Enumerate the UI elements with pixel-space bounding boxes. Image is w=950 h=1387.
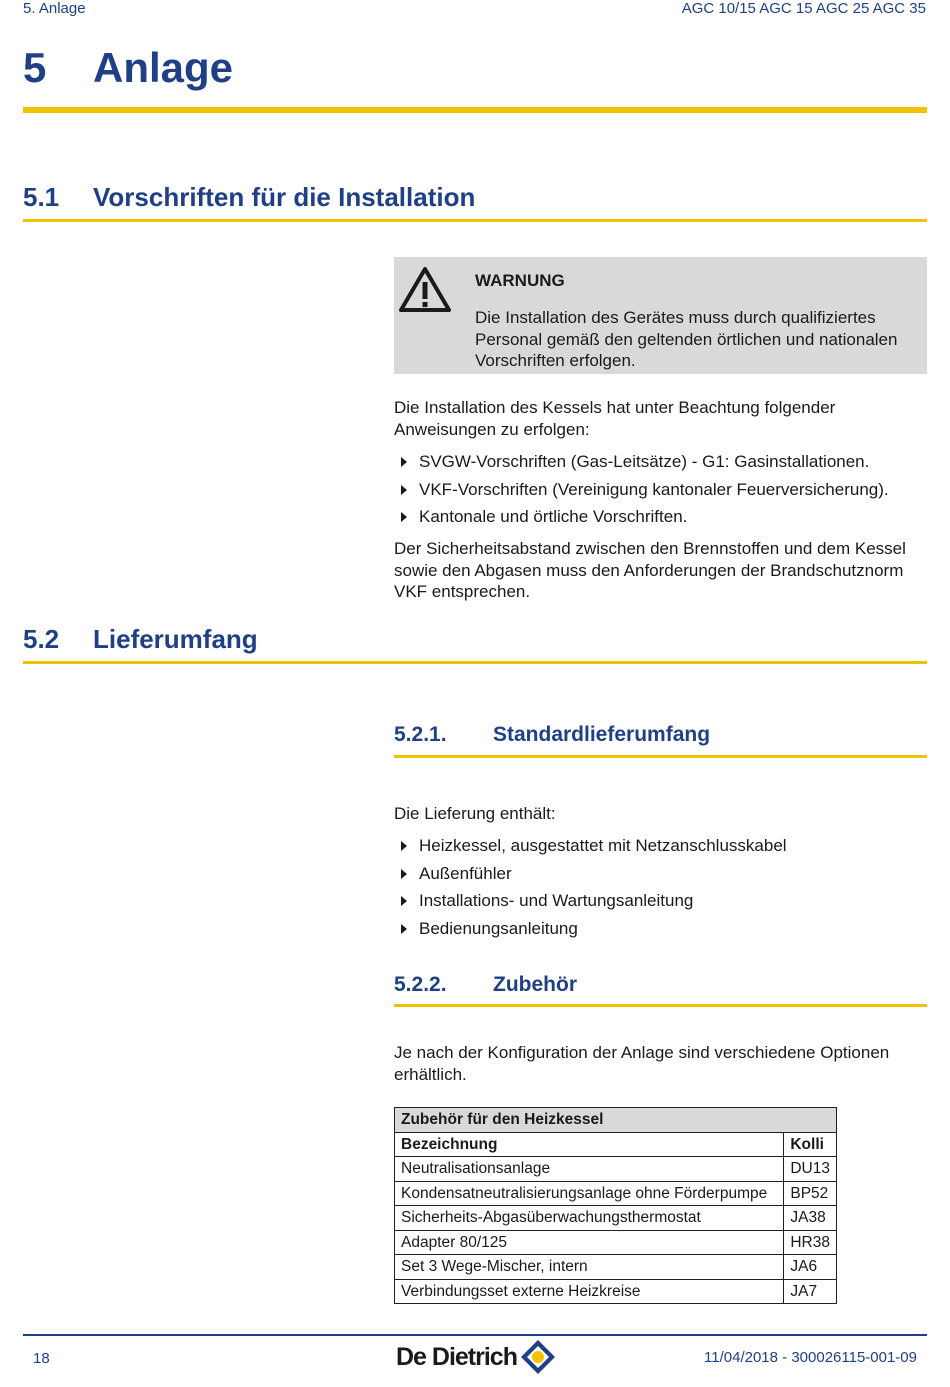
table-row [395, 1279, 837, 1304]
running-header-models: AGC 10/15 AGC 15 AGC 25 AGC 35 [681, 0, 926, 17]
section-5-1-heading [23, 182, 475, 213]
subsection-rule [394, 1004, 927, 1007]
delivery-intro: Die Lieferung enthält: [394, 804, 556, 823]
document-reference: 11/04/2018 - 300026115-001-09 [704, 1349, 917, 1366]
table-caption-row [395, 1108, 837, 1133]
list-item: Heizkessel, ausgestattet mit Netzanschlusskabel [394, 835, 787, 863]
table-cell: BP52 [784, 1181, 837, 1206]
list-item: VKF-Vorschriften (Vereinigung kantonaler Feuerversicherung). [394, 479, 889, 507]
de-dietrich-logo [396, 1339, 556, 1375]
triangle-bullet-icon [401, 457, 407, 467]
installation-intro: Die Installation des Kessels hat unter Beachtung folgender Anweisungen zu erfolgen: [394, 398, 836, 439]
table-row [395, 1157, 837, 1182]
footer-rule [23, 1334, 927, 1336]
chapter-title [23, 44, 233, 92]
table-cell: JA38 [784, 1206, 837, 1231]
chapter-rule [23, 107, 927, 113]
table-cell: Sicherheits-Abgasüberwachungsthermostat [395, 1206, 784, 1231]
warning-triangle-icon [398, 265, 452, 313]
warning-box [394, 257, 927, 374]
triangle-bullet-icon [401, 512, 407, 522]
triangle-bullet-icon [401, 841, 407, 851]
delivery-list [394, 835, 787, 945]
chapter-title-text: Anlage [93, 44, 234, 91]
triangle-bullet-icon [401, 924, 407, 934]
subsection-number: 5.2.2. [394, 973, 447, 996]
table-caption: Zubehör für den Heizkessel [395, 1108, 837, 1133]
warning-text: Die Installation des Gerätes muss durch qualifiziertes Personal gemäß den geltenden örtlichen und nationalen Vorschriften erfolgen. [475, 308, 898, 370]
regulations-list [394, 451, 889, 534]
section-title: Vorschriften für die Installation [93, 182, 476, 212]
page-number: 18 [33, 1350, 50, 1367]
chapter-number: 5 [23, 44, 47, 91]
list-item: Installations- und Wartungsanleitung [394, 890, 787, 918]
accessories-intro: Je nach der Konfiguration der Anlage sind verschiedene Optionen erhältlich. [394, 1043, 890, 1084]
subsection-5-2-1-heading [394, 723, 710, 747]
subsection-title: Standardlieferumfang [493, 723, 711, 746]
triangle-bullet-icon [401, 896, 407, 906]
list-item: Kantonale und örtliche Vorschriften. [394, 506, 889, 534]
section-number: 5.2 [23, 624, 60, 654]
column-header-package: Kolli [784, 1132, 837, 1157]
table-cell: Adapter 80/125 [395, 1230, 784, 1255]
table-row [395, 1230, 837, 1255]
table-cell: Set 3 Wege-Mischer, intern [395, 1255, 784, 1280]
diamond-logo-icon [520, 1339, 556, 1375]
table-cell: HR38 [784, 1230, 837, 1255]
table-cell: JA7 [784, 1279, 837, 1304]
subsection-number: 5.2.1. [394, 723, 447, 746]
table-row [395, 1255, 837, 1280]
section-5-2-heading [23, 624, 258, 655]
accessories-table [394, 1107, 837, 1304]
table-header-row [395, 1132, 837, 1157]
subsection-5-2-2-heading [394, 973, 577, 997]
table-cell: Neutralisationsanlage [395, 1157, 784, 1182]
table-cell: Kondensatneutralisierungsanlage ohne Förderpumpe [395, 1181, 784, 1206]
section-title: Lieferumfang [93, 624, 258, 654]
triangle-bullet-icon [401, 869, 407, 879]
section-rule [23, 661, 927, 664]
section-rule [23, 219, 927, 222]
column-header-designation: Bezeichnung [395, 1132, 784, 1157]
list-item: Bedienungsanleitung [394, 918, 787, 946]
section-number: 5.1 [23, 182, 60, 212]
brand-name: De Dietrich [396, 1342, 517, 1371]
list-item: Außenfühler [394, 863, 787, 891]
list-item: SVGW-Vorschriften (Gas-Leitsätze) - G1: Gasinstallationen. [394, 451, 889, 479]
subsection-title: Zubehör [493, 973, 577, 996]
table-cell: DU13 [784, 1157, 837, 1182]
safety-distance-text: Der Sicherheitsabstand zwischen den Brennstoffen und dem Kessel sowie den Abgasen muss den Anforderungen der Brandschutznorm VKF entsprechen. [394, 539, 906, 601]
table-cell: Verbindungsset externe Heizkreise [395, 1279, 784, 1304]
triangle-bullet-icon [401, 485, 407, 495]
table-row [395, 1181, 837, 1206]
table-row [395, 1206, 837, 1231]
subsection-rule [394, 755, 927, 758]
running-header-section: 5. Anlage [23, 0, 86, 17]
table-cell: JA6 [784, 1255, 837, 1280]
warning-title: WARNUNG [475, 271, 565, 290]
